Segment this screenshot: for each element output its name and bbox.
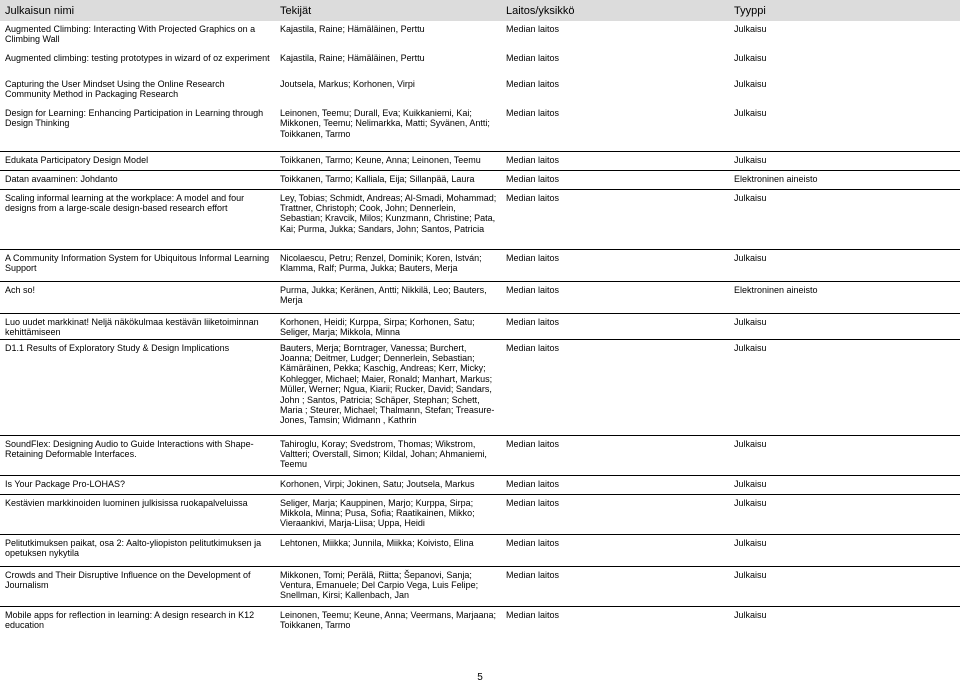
cell-dept: Median laitos <box>501 566 729 606</box>
cell-title: Kestävien markkinoiden luominen julkisissa ruokapalveluissa <box>0 494 275 534</box>
cell-title: Augmented Climbing: Interacting With Projected Graphics on a Climbing Wall <box>5 24 256 45</box>
cell-title: Ach so! <box>0 281 275 313</box>
cell-dept: Median laitos <box>506 24 560 34</box>
cell-title: Luo uudet markkinat! Neljä näkökulmaa kestävän liiketoiminnan kehittämiseen <box>0 313 275 339</box>
cell-authors: Leinonen, Teemu; Durall, Eva; Kuikkaniemi, Kai; Mikkonen, Teemu; Nelimarkka, Matti; Syvänen, Antti; Toikkanen, Tarmo <box>280 108 490 139</box>
cell-title: Crowds and Their Disruptive Influence on the Development of Journalism <box>0 566 275 606</box>
cell-dept: Median laitos <box>501 339 729 435</box>
header-title: Julkaisun nimi <box>0 0 275 21</box>
cell-title: SoundFlex: Designing Audio to Guide Interactions with Shape-Retaining Deformable Interfaces. <box>0 435 275 475</box>
cell-authors: Kajastila, Raine; Hämäläinen, Perttu <box>280 53 425 63</box>
table-row <box>0 105 960 151</box>
cell-dept: Median laitos <box>501 534 729 566</box>
table-row <box>0 566 960 606</box>
header-department: Laitos/yksikkö <box>501 0 729 21</box>
cell-type: Julkaisu <box>729 151 960 170</box>
cell-type: Julkaisu <box>729 534 960 566</box>
cell-type: Julkaisu <box>729 566 960 606</box>
cell-type: Julkaisu <box>729 606 960 640</box>
cell-title: Pelitutkimuksen paikat, osa 2: Aalto-yliopiston pelitutkimuksen ja opetuksen nykytila <box>0 534 275 566</box>
table-row <box>0 50 960 76</box>
cell-dept: Median laitos <box>501 151 729 170</box>
cell-authors: Leinonen, Teemu; Keune, Anna; Veermans, Marjaana; Toikkanen, Tarmo <box>275 606 501 640</box>
table-row <box>0 494 960 534</box>
cell-title: Scaling informal learning at the workplace: A model and four designs from a large-scale design-based research effort <box>0 189 275 249</box>
table-row <box>0 170 960 189</box>
cell-title: Edukata Participatory Design Model <box>0 151 275 170</box>
cell-authors: Ley, Tobias; Schmidt, Andreas; Al-Smadi, Mohammad; Trattner, Christoph; Cook, John; Dennerlein, Sebastian; Kravcik, Milos; Kunzmann, Christine; Pata, Kai; Purma, Jukka; Sandars, John; Santos, Patricia <box>275 189 501 249</box>
cell-type: Julkaisu <box>734 79 767 89</box>
cell-dept: Median laitos <box>501 494 729 534</box>
cell-dept: Median laitos <box>501 170 729 189</box>
cell-type: Julkaisu <box>729 189 960 249</box>
table-row <box>0 189 960 249</box>
table-row <box>0 606 960 640</box>
cell-authors: Mikkonen, Tomi; Perälä, Riitta; Šepanovi, Sanja; Ventura, Emanuele; Del Carpio Vega, Luis Felipe; Snellman, Kirsi; Kallenbach, Jan <box>275 566 501 606</box>
cell-dept: Median laitos <box>501 281 729 313</box>
cell-authors: Korhonen, Heidi; Kurppa, Sirpa; Korhonen, Satu; Seliger, Marja; Mikkola, Minna <box>275 313 501 339</box>
table-row <box>0 76 960 105</box>
table-row <box>0 151 960 170</box>
cell-authors: Kajastila, Raine; Hämäläinen, Perttu <box>280 24 425 34</box>
cell-title: Augmented climbing: testing prototypes in wizard of oz experiment <box>5 53 270 63</box>
cell-type: Julkaisu <box>734 108 767 118</box>
table-row <box>0 435 960 475</box>
cell-authors: Bauters, Merja; Borntrager, Vanessa; Burchert, Joanna; Deitmer, Ludger; Dennerlein, Sebastian; Kämäräinen, Pekka; Kaschig, Andreas; Kerr, Micky; Kohlegger, Michael; Maier, Ronald; Manhart, Markus; Müller, Werner; Ngua, Kiarii; Rucker, David; Sandars, John ; Santos, Patricia; Schäper, Stephan; Schett, Maria ; Steurer, Michael; Thalmann, Stefan; Treasure-Jones, Tamsin; Widmann , Kathrin <box>275 339 501 435</box>
cell-title: Mobile apps for reflection in learning: A design research in K12 education <box>0 606 275 640</box>
cell-authors: Purma, Jukka; Keränen, Antti; Nikkilä, Leo; Bauters, Merja <box>275 281 501 313</box>
cell-authors: Korhonen, Virpi; Jokinen, Satu; Joutsela, Markus <box>275 475 501 494</box>
cell-authors: Joutsela, Markus; Korhonen, Virpi <box>280 79 415 89</box>
cell-dept: Median laitos <box>506 53 560 63</box>
cell-type: Julkaisu <box>729 494 960 534</box>
cell-authors: Toikkanen, Tarmo; Keune, Anna; Leinonen, Teemu <box>275 151 501 170</box>
table-header-row <box>0 0 960 21</box>
table-row <box>0 281 960 313</box>
cell-type: Julkaisu <box>734 24 767 34</box>
cell-type: Julkaisu <box>729 313 960 339</box>
header-authors: Tekijät <box>275 0 501 21</box>
cell-authors: Toikkanen, Tarmo; Kalliala, Eija; Sillanpää, Laura <box>275 170 501 189</box>
cell-title: Datan avaaminen: Johdanto <box>0 170 275 189</box>
table-row <box>0 534 960 566</box>
cell-title: Capturing the User Mindset Using the Online Research Community Method in Packaging Research <box>5 79 225 100</box>
cell-dept: Median laitos <box>501 189 729 249</box>
cell-type: Julkaisu <box>729 435 960 475</box>
cell-dept: Median laitos <box>501 313 729 339</box>
cell-dept: Median laitos <box>501 435 729 475</box>
cell-type: Elektroninen aineisto <box>729 281 960 313</box>
cell-dept: Median laitos <box>501 249 729 281</box>
cell-authors: Nicolaescu, Petru; Renzel, Dominik; Koren, István; Klamma, Ralf; Purma, Jukka; Bauters, Merja <box>275 249 501 281</box>
cell-type: Julkaisu <box>729 339 960 435</box>
cell-dept: Median laitos <box>501 606 729 640</box>
page-number: 5 <box>477 672 483 683</box>
cell-dept: Median laitos <box>506 108 560 118</box>
cell-authors: Tahiroglu, Koray; Svedstrom, Thomas; Wikstrom, Valtteri; Overstall, Simon; Kildal, Johan; Ahmaniemi, Teemu <box>275 435 501 475</box>
cell-authors: Lehtonen, Miikka; Junnila, Miikka; Koivisto, Elina <box>275 534 501 566</box>
cell-title: Design for Learning: Enhancing Participation in Learning through Design Thinking <box>5 108 264 129</box>
cell-dept: Median laitos <box>506 79 560 89</box>
cell-dept: Median laitos <box>501 475 729 494</box>
table-row <box>0 21 960 50</box>
cell-type: Julkaisu <box>729 475 960 494</box>
table-row <box>0 249 960 281</box>
table-row <box>0 339 960 435</box>
cell-title: Is Your Package Pro-LOHAS? <box>0 475 275 494</box>
cell-type: Julkaisu <box>729 249 960 281</box>
cell-authors: Seliger, Marja; Kauppinen, Marjo; Kurppa, Sirpa; Mikkola, Minna; Pusa, Sofia; Raatikainen, Mikko; Vieraankivi, Marja-Liisa; Uppa, Heidi <box>275 494 501 534</box>
cell-type: Julkaisu <box>734 53 767 63</box>
cell-title: A Community Information System for Ubiquitous Informal Learning Support <box>0 249 275 281</box>
header-type: Tyyppi <box>729 0 960 21</box>
table-row <box>0 475 960 494</box>
cell-type: Elektroninen aineisto <box>729 170 960 189</box>
table-row <box>0 313 960 339</box>
cell-title: D1.1 Results of Exploratory Study & Design Implications <box>0 339 275 435</box>
